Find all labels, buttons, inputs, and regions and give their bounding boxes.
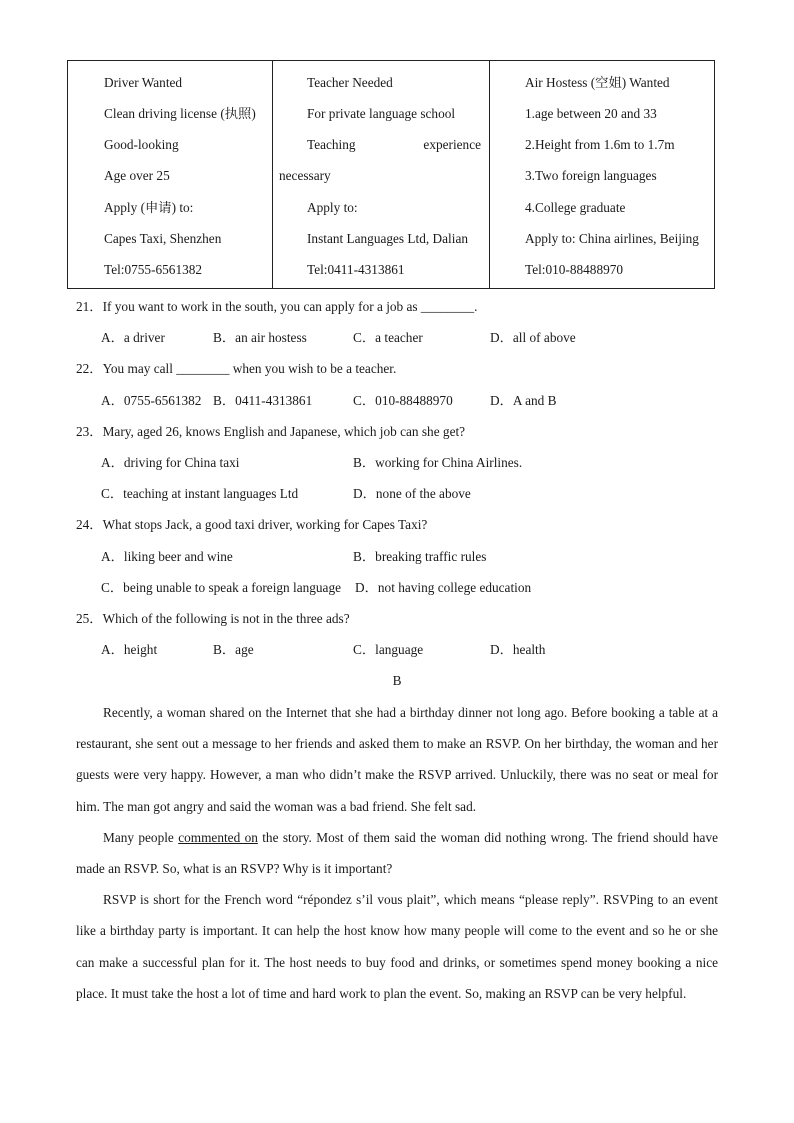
- question-22-option-b: B．0411-4313861: [213, 393, 313, 408]
- ad-driver-line: Clean driving license (执照): [104, 106, 256, 121]
- question-22-option-a: A．0755-6561382: [101, 393, 202, 408]
- question-24-option-d: D．not having college education: [355, 580, 532, 595]
- ad-driver-line: Age over 25: [104, 168, 170, 183]
- passage-paragraph-2: [76, 822, 718, 884]
- ad-hostess-line: Apply to: China airlines, Beijing: [525, 231, 699, 246]
- question-25-stem: 25．Which of the following is not in the three ads?: [76, 611, 350, 626]
- question-21-option-d: D．all of above: [490, 330, 576, 345]
- question-21-stem: 21．If you want to work in the south, you can apply for a job as ________.: [76, 299, 478, 314]
- question-25-option-b: B．age: [213, 642, 254, 657]
- question-23-option-a: A．driving for China taxi: [101, 455, 240, 470]
- question-24-option-b: B．breaking traffic rules: [353, 549, 487, 564]
- question-21-option-b: B．an air hostess: [213, 330, 307, 345]
- section-b-heading: B: [392, 673, 402, 688]
- ad-hostess-line: 2.Height from 1.6m to 1.7m: [525, 137, 675, 152]
- ad-teacher: [272, 61, 490, 288]
- underlined-phrase: commented on: [178, 829, 258, 845]
- paragraph-2-start: Many people: [103, 829, 179, 845]
- ad-hostess-line: 4.College graduate: [525, 200, 626, 215]
- job-ads-table: [67, 60, 715, 289]
- ad-teacher-line: necessary: [279, 168, 331, 183]
- question-22-option-d: D．A and B: [490, 393, 557, 408]
- ad-driver-line: Capes Taxi, Shenzhen: [104, 231, 222, 246]
- ad-driver: [68, 61, 273, 288]
- question-22-stem: 22．You may call ________ when you wish to be a teacher.: [76, 361, 397, 376]
- ad-teacher-line: experience: [423, 137, 481, 152]
- passage: [76, 697, 718, 1009]
- ad-driver-line: Tel:0755-6561382: [104, 262, 203, 277]
- ad-teacher-line: For private language school: [307, 106, 456, 121]
- ad-driver-line: Good-looking: [104, 137, 179, 152]
- ad-hostess-title: Air Hostess (空姐) Wanted: [525, 75, 670, 90]
- question-23-option-b: B．working for China Airlines.: [353, 455, 523, 470]
- ad-teacher-line: Tel:0411-4313861: [307, 262, 405, 277]
- question-22-option-c: C．010-88488970: [353, 393, 453, 408]
- question-25-option-d: D．health: [490, 642, 546, 657]
- ad-teacher-title: Teacher Needed: [307, 75, 393, 90]
- ad-hostess-line: 3.Two foreign languages: [525, 168, 657, 183]
- ad-hostess-line: Tel:010-88488970: [525, 262, 624, 277]
- question-23-stem: 23．Mary, aged 26, knows English and Japanese, which job can she get?: [76, 424, 466, 439]
- question-21-option-c: C．a teacher: [353, 330, 423, 345]
- ad-air-hostess: [489, 61, 715, 288]
- question-24-option-c: C．being unable to speak a foreign language: [101, 580, 342, 595]
- question-23-option-d: D．none of the above: [353, 486, 471, 501]
- ad-teacher-line: Teaching: [307, 137, 356, 152]
- ad-teacher-line: Instant Languages Ltd, Dalian: [307, 231, 468, 246]
- ad-teacher-line: Apply to:: [307, 200, 358, 215]
- passage-paragraph-3: RSVP is short for the French word “répondez s’il vous plait”, which means “please reply”. RSVPing to an event like a birthday party is important. It can help the host know how many people will come to the event and so he or she can make a successful plan for it. The host needs to buy food and drinks, or sometimes spend money booking a nice place. It must take the host a lot of time and hard work to plan the event. So, making an RSVP can be very helpful.: [76, 892, 718, 1001]
- question-25-option-c: C．language: [353, 642, 424, 657]
- passage-paragraph-1: Recently, a woman shared on the Internet that she had a birthday dinner not long ago. Before booking a table at a restaurant, she sent out a message to her friends and asked them to make an RSVP. On her birthday, the woman and her guests were very happy. However, a man who didn’t make the RSVP arrived. Unluckily, there was no seat or meal for him. The man got angry and said the woman was a bad friend. She felt sad.: [76, 705, 718, 814]
- question-21-option-a: A．a driver: [101, 330, 165, 345]
- paragraph-2-rest: the story. Most of them said the woman did nothing wrong. The friend should have made an RSVP. So, what is an RSVP? Why is it important?: [76, 829, 718, 877]
- ad-driver-line: Apply (申请) to:: [104, 200, 194, 215]
- question-24-option-a: A．liking beer and wine: [101, 549, 233, 564]
- ad-hostess-line: 1.age between 20 and 33: [525, 106, 657, 121]
- question-25-option-a: A．height: [101, 642, 158, 657]
- question-24-stem: 24．What stops Jack, a good taxi driver, working for Capes Taxi?: [76, 517, 428, 532]
- ad-driver-title: Driver Wanted: [104, 75, 183, 90]
- question-23-option-c: C．teaching at instant languages Ltd: [101, 486, 299, 501]
